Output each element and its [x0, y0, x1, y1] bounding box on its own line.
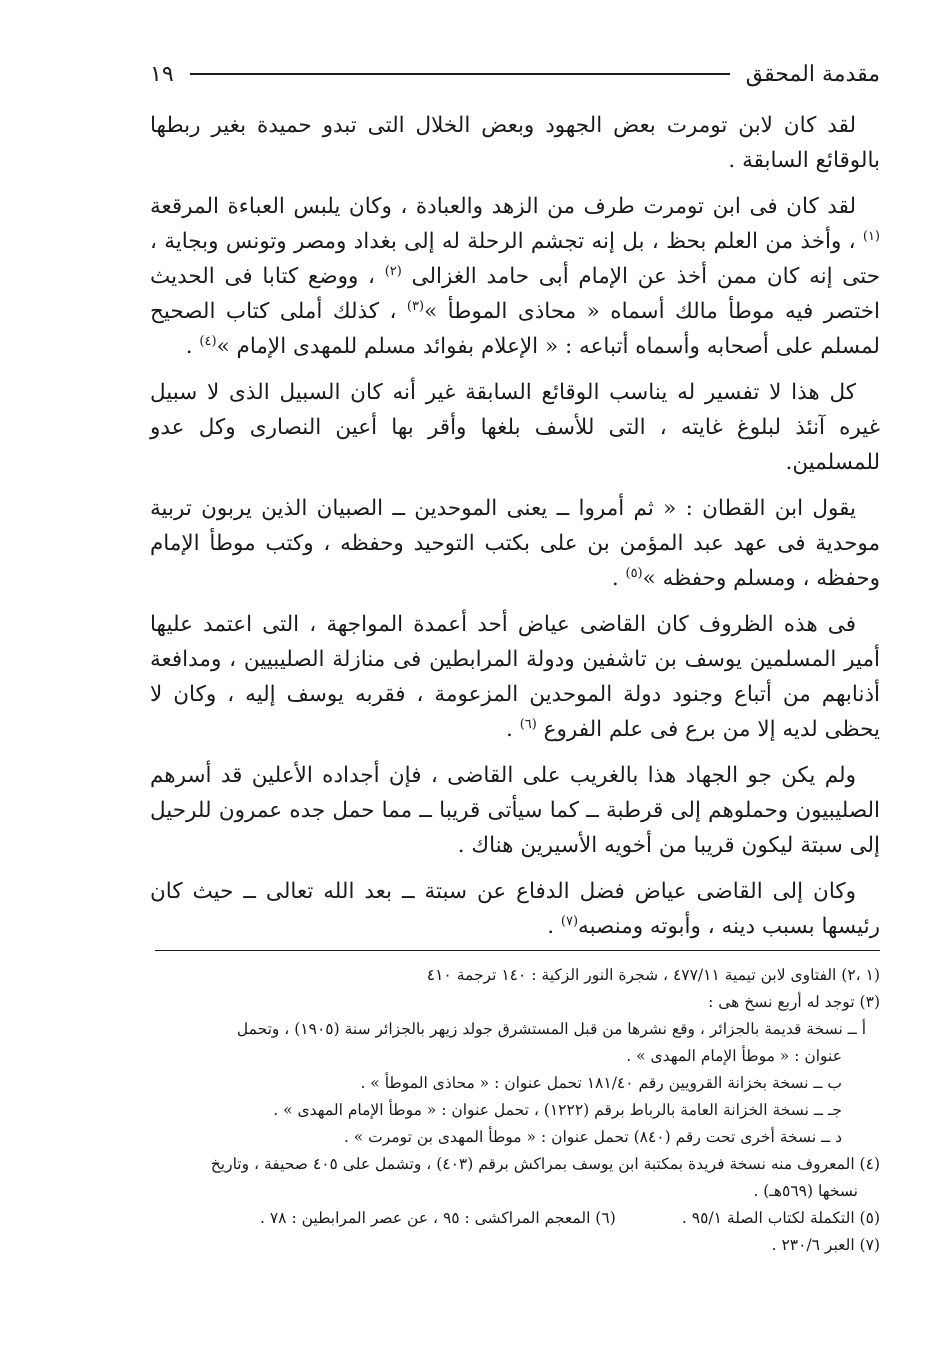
- paragraph-text: كل هذا لا تفسير له يناسب الوقائع السابقة غير أنه كان السبيل الذى لا سبيل غيره آنئذ لبلوغ غايته ، التى للأسف بلغها وأقر بها أعين النصارى وكل عدو للمسلمين.: [150, 380, 880, 475]
- paragraph: [150, 491, 880, 596]
- footnote-3a-cont: عنوان : « موطأ الإمام المهدى » .: [626, 1047, 842, 1065]
- footnote-3a: أ ــ نسخة قديمة بالجزائر ، وقع نشرها من قبل المستشرق جولد زيهر بالجزائر سنة (١٩٠٥) ، وتحمل: [236, 1020, 866, 1038]
- footnote-ref[interactable]: (٦): [519, 716, 537, 732]
- paragraph: [150, 758, 880, 863]
- footnote-ref[interactable]: (١): [862, 228, 880, 244]
- paragraph: [150, 189, 880, 364]
- paragraph: [150, 874, 880, 944]
- footnote-3c: جـ ــ نسخة الخزانة العامة بالرباط برقم (١٢٢٢) ، تحمل عنوان : « موطأ الإمام المهدى » .: [273, 1101, 842, 1119]
- running-header: [150, 54, 880, 94]
- footnote-1-2: (١ ،٢) الفتاوى لابن تيمية ٤٧٧/١١ ، شجرة النور الزكية : ١٤٠ ترجمة ٤١٠: [426, 966, 880, 984]
- paragraph-text: لقد كان فى ابن تومرت طرف من الزهد والعبادة ، وكان يلبس العباءة المرقعة: [150, 194, 856, 219]
- paragraph-text: فى هذه الظروف كان القاضى عياض أحد أعمدة المواجهة ، التى اعتمد عليها أمير المسلمين يوسف بن تاشفين ودولة المرابطين فى منازلة الصليبيين ، ومدافعة أذنابهم من أتباع وجنود دولة الموحدين المزعومة ، فقربه يوسف إليه ، وكان لا يحظى لديه إلا من برع فى علم الفروع: [150, 612, 880, 742]
- footnote-divider: [155, 950, 880, 951]
- header-rule: [190, 73, 730, 75]
- footnote-7: (٧) العبر ٢٣٠/٦ .: [771, 1236, 880, 1254]
- footnote-ref[interactable]: (٥): [625, 565, 643, 581]
- footnote-ref[interactable]: (٧): [560, 913, 579, 929]
- footnote-3d: د ــ نسخة أخرى تحت رقم (٨٤٠) تحمل عنوان : « موطأ المهدى بن تومرت » .: [343, 1128, 842, 1146]
- footnote-ref[interactable]: (٢): [384, 263, 402, 279]
- paragraph: [150, 607, 880, 747]
- paragraph-text: ، كذلك أملى كتاب الصحيح لمسلم على أصحابه وأسماه أتباعه : « الإعلام بفوائد مسلم للمهدى الإمام »: [150, 299, 880, 359]
- paragraph-text: لقد كان لابن تومرت بعض الجهود وبعض الخلال التى تبدو حميدة بغير ربطها بالوقائع السابقة .: [150, 113, 880, 173]
- paragraph-text: .: [506, 717, 520, 742]
- footnote-5: (٥) التكملة لكتاب الصلة ٩٥/١ .: [681, 1209, 880, 1227]
- paragraph: [150, 108, 880, 178]
- footnote-6: (٦) المعجم المراكشى : ٩٥ ، عن عصر المرابطين : ٧٨ .: [260, 1209, 616, 1227]
- paragraph-text: ، ووضع كتابا فى الحديث اختصر فيه موطأ مالك أسماه « محاذى الموطأ »: [150, 264, 880, 324]
- paragraph-text: وكان إلى القاضى عياض فضل الدفاع عن سبتة ــ بعد الله تعالى ــ حيث كان رئيسها بسبب دينه ، وأبوته ومنصبه: [150, 879, 880, 939]
- page-number: ١٩: [150, 61, 174, 87]
- body-text: [150, 108, 880, 944]
- chapter-title: مقدمة المحقق: [745, 61, 880, 87]
- footnote-4: (٤) المعروف منه نسخة فريدة بمكتبة ابن يوسف بمراكش برقم (٤٠٣) ، وتشمل على ٤٠٥ صحيفة ، وتاريخ: [210, 1155, 880, 1173]
- paragraph-text: ، وأخذ من العلم بحظ ، بل إنه تجشم الرحلة له إلى بغداد ومصر وتونس وبجاية ، حتى إنه كان ممن أخذ عن الإمام أبى حامد الغزالى: [150, 229, 880, 289]
- paragraph-text: .: [611, 566, 626, 591]
- footnotes: [140, 962, 880, 1259]
- paragraph-text: .: [547, 914, 561, 939]
- footnote-3: (٣) توجد له أربع نسخ هى :: [708, 993, 880, 1011]
- footnote-ref[interactable]: (٣): [406, 298, 425, 314]
- footnote-row-5-6: [140, 1205, 880, 1232]
- footnote-4-cont: نسخها (٥٦٩هـ) .: [753, 1182, 858, 1200]
- paragraph: [150, 375, 880, 480]
- paragraph-text: يقول ابن القطان : « ثم أمروا ــ يعنى الموحدين ــ الصبيان الذين يربون تربية موحدية فى عهد عبد المؤمن بن على بكتب التوحيد وحفظه ، وكتب موطأ الإمام وحفظه ، ومسلم وحفظه »: [150, 496, 880, 591]
- footnote-ref[interactable]: (٤): [199, 333, 217, 349]
- paragraph-text: ولم يكن جو الجهاد هذا بالغريب على القاضى ، فإن أجداده الأعلين قد أسرهم الصليبيون وحملوهم إلى قرطبة ــ كما سيأتى قريبا ــ مما حمل جده عمرون للرحيل إلى سبتة ليكون قريبا من أخويه الأسيرين هناك .: [150, 763, 880, 858]
- footnote-3b: ب ــ نسخة بخزانة القرويين رقم ١٨١/٤٠ تحمل عنوان : « محاذى الموطأ » .: [360, 1074, 842, 1092]
- paragraph-text: .: [185, 334, 200, 359]
